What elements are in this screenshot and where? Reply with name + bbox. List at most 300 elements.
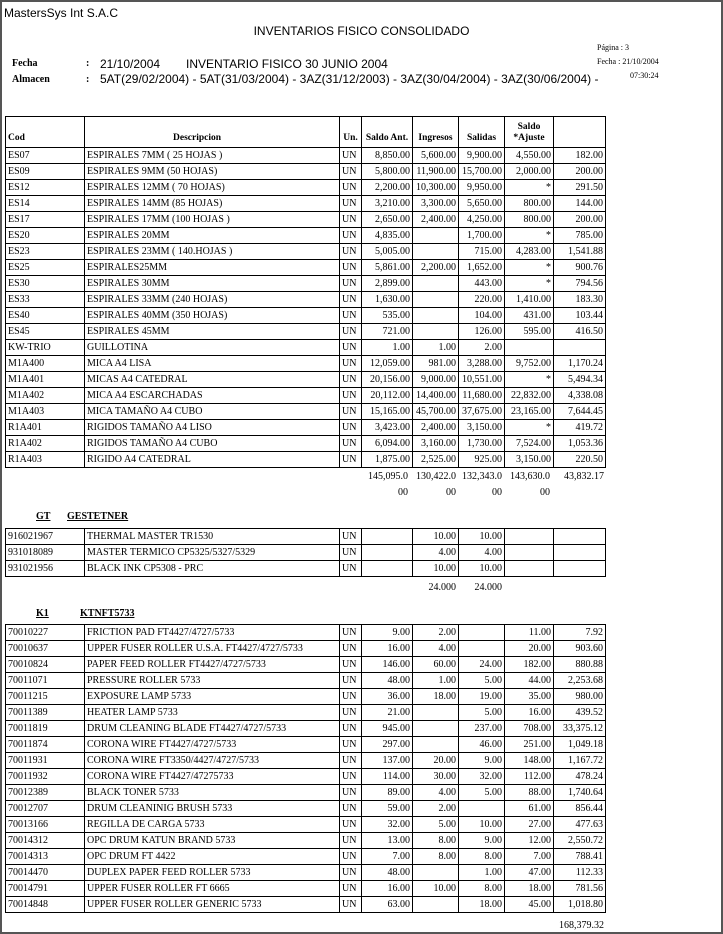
cell-ingresos: 981.00 <box>413 356 459 372</box>
company-name: MastersSys Int S.A.C <box>4 6 119 20</box>
table-row <box>6 180 606 196</box>
cell-descripcion: UPPER FUSER ROLLER FT 6665 <box>85 881 340 897</box>
cell-salidas: 4.00 <box>459 545 505 561</box>
fecha-value: 21/10/2004 <box>100 57 161 71</box>
table-row <box>6 356 606 372</box>
cell-descripcion: GUILLOTINA <box>85 340 340 356</box>
cell-saldo-ajuste: * <box>505 276 554 292</box>
cell-un: UN <box>340 436 362 452</box>
inventory-table <box>5 528 606 577</box>
cell-un: UN <box>340 625 362 641</box>
cell-salidas: 8.00 <box>459 881 505 897</box>
cell-salidas: 104.00 <box>459 308 505 324</box>
cell-saldo-ant: 1,875.00 <box>362 452 413 468</box>
cell-descripcion: MICAS A4 CATEDRAL <box>85 372 340 388</box>
table-row <box>6 529 606 545</box>
cell-saldo-ajuste: 2,000.00 <box>505 164 554 180</box>
cell-descripcion: OPC DRUM KATUN BRAND 5733 <box>85 833 340 849</box>
cell-descripcion: HEATER LAMP 5733 <box>85 705 340 721</box>
cell-cod: ES20 <box>6 228 85 244</box>
cell-un: UN <box>340 801 362 817</box>
cell-ingresos: 18.00 <box>413 689 459 705</box>
table-row <box>6 324 606 340</box>
cell-valor: 477.63 <box>554 817 606 833</box>
cell-valor: 112.33 <box>554 865 606 881</box>
cell-cod: 70011874 <box>6 737 85 753</box>
cell-salidas: 1,652.00 <box>459 260 505 276</box>
cell-cod: 70010824 <box>6 657 85 673</box>
col-header-saldo-ant: Saldo Ant. <box>362 117 413 148</box>
table-row <box>6 372 606 388</box>
cell-valor: 900.76 <box>554 260 606 276</box>
cell-cod: 70014848 <box>6 897 85 913</box>
cell-saldo-ajuste: 27.00 <box>505 817 554 833</box>
col-header-saldo-ajuste: Saldo *Ajuste <box>505 117 554 148</box>
cell-valor: 144.00 <box>554 196 606 212</box>
cell-descripcion: UPPER FUSER ROLLER U.S.A. FT4427/4727/5733 <box>85 641 340 657</box>
cell-salidas: 5.00 <box>459 785 505 801</box>
cell-ingresos: 4.00 <box>413 641 459 657</box>
cell-cod: 70011819 <box>6 721 85 737</box>
cell-salidas: 1,700.00 <box>459 228 505 244</box>
cell-ingresos: 30.00 <box>413 769 459 785</box>
cell-descripcion: DRUM CLEANINIG BRUSH 5733 <box>85 801 340 817</box>
cell-salidas: 4,250.00 <box>459 212 505 228</box>
cell-descripcion: RIGIDOS TAMAÑO A4 LISO <box>85 420 340 436</box>
table-row <box>6 785 606 801</box>
cell-un: UN <box>340 260 362 276</box>
cell-saldo-ajuste: 431.00 <box>505 308 554 324</box>
cell-valor: 5,494.34 <box>554 372 606 388</box>
table-row <box>6 260 606 276</box>
cell-valor: 4,338.08 <box>554 388 606 404</box>
col-header-un: Un. <box>340 117 362 148</box>
cell-ingresos: 5,600.00 <box>413 148 459 164</box>
cell-valor: 880.88 <box>554 657 606 673</box>
cell-ingresos <box>413 228 459 244</box>
cell-saldo-ant: 2,899.00 <box>362 276 413 292</box>
cell-un: UN <box>340 324 362 340</box>
cell-un: UN <box>340 561 362 577</box>
cell-un: UN <box>340 148 362 164</box>
cell-valor: 200.00 <box>554 164 606 180</box>
cell-cod: ES09 <box>6 164 85 180</box>
cell-valor: 183.30 <box>554 292 606 308</box>
cell-un: UN <box>340 404 362 420</box>
cell-un: UN <box>340 180 362 196</box>
cell-salidas: 10.00 <box>459 561 505 577</box>
cell-un: UN <box>340 865 362 881</box>
cell-salidas: 5,650.00 <box>459 196 505 212</box>
cell-ingresos <box>413 292 459 308</box>
cell-saldo-ant: 12,059.00 <box>362 356 413 372</box>
cell-saldo-ant: 9.00 <box>362 625 413 641</box>
cell-saldo-ajuste: 4,283.00 <box>505 244 554 260</box>
cell-salidas: 18.00 <box>459 897 505 913</box>
cell-cod: R1A402 <box>6 436 85 452</box>
cell-saldo-ajuste: 595.00 <box>505 324 554 340</box>
table-row <box>6 817 606 833</box>
cell-saldo-ant: 4,835.00 <box>362 228 413 244</box>
cell-un: UN <box>340 769 362 785</box>
table-row <box>6 737 606 753</box>
cell-descripcion: RIGIDO A4 CATEDRAL <box>85 452 340 468</box>
cell-saldo-ajuste: 20.00 <box>505 641 554 657</box>
cell-salidas: 237.00 <box>459 721 505 737</box>
cell-descripcion: FRICTION PAD FT4427/4727/5733 <box>85 625 340 641</box>
cell-ingresos <box>413 721 459 737</box>
cell-un: UN <box>340 452 362 468</box>
cell-valor <box>554 529 606 545</box>
section-code: K1 <box>36 608 49 619</box>
cell-saldo-ant: 16.00 <box>362 881 413 897</box>
table-row <box>6 388 606 404</box>
cell-saldo-ant: 5,005.00 <box>362 244 413 260</box>
table-row <box>6 196 606 212</box>
table-row <box>6 212 606 228</box>
cell-cod: 70014470 <box>6 865 85 881</box>
total-valor: 168,379.32 <box>559 920 604 931</box>
table-row <box>6 292 606 308</box>
cell-saldo-ant: 15,165.00 <box>362 404 413 420</box>
cell-ingresos: 4.00 <box>413 545 459 561</box>
cell-valor: 1,170.24 <box>554 356 606 372</box>
cell-valor <box>554 561 606 577</box>
total-ingresos: 130,422.0 <box>416 471 456 482</box>
cell-saldo-ant: 16.00 <box>362 641 413 657</box>
cell-saldo-ajuste: 1,410.00 <box>505 292 554 308</box>
cell-un: UN <box>340 849 362 865</box>
cell-ingresos: 5.00 <box>413 817 459 833</box>
cell-salidas: 925.00 <box>459 452 505 468</box>
cell-saldo-ajuste: 112.00 <box>505 769 554 785</box>
cell-saldo-ant <box>362 545 413 561</box>
cell-cod: 70011215 <box>6 689 85 705</box>
cell-saldo-ajuste: 800.00 <box>505 196 554 212</box>
cell-ingresos: 9,000.00 <box>413 372 459 388</box>
print-time: 07:30:24 <box>630 71 659 80</box>
print-date: Fecha : 21/10/2004 <box>597 57 659 66</box>
cell-salidas: 3,288.00 <box>459 356 505 372</box>
cell-valor: 7.92 <box>554 625 606 641</box>
cell-ingresos: 14,400.00 <box>413 388 459 404</box>
cell-ingresos: 2.00 <box>413 625 459 641</box>
cell-saldo-ajuste: 251.00 <box>505 737 554 753</box>
cell-descripcion: DRUM CLEANING BLADE FT4427/4727/5733 <box>85 721 340 737</box>
cell-saldo-ant: 137.00 <box>362 753 413 769</box>
cell-valor: 291.50 <box>554 180 606 196</box>
cell-saldo-ajuste: 45.00 <box>505 897 554 913</box>
cell-cod: 931018089 <box>6 545 85 561</box>
cell-saldo-ant: 21.00 <box>362 705 413 721</box>
cell-cod: M1A403 <box>6 404 85 420</box>
cell-saldo-ant: 297.00 <box>362 737 413 753</box>
cell-saldo-ajuste: 61.00 <box>505 801 554 817</box>
cell-salidas <box>459 641 505 657</box>
cell-un: UN <box>340 276 362 292</box>
cell-cod: 70011389 <box>6 705 85 721</box>
cell-valor: 781.56 <box>554 881 606 897</box>
fecha-label: Fecha <box>12 58 38 69</box>
cell-descripcion: THERMAL MASTER TR1530 <box>85 529 340 545</box>
cell-ingresos: 11,900.00 <box>413 164 459 180</box>
cell-descripcion: ESPIRALES 33MM (240 HOJAS) <box>85 292 340 308</box>
cell-valor: 7,644.45 <box>554 404 606 420</box>
cell-un: UN <box>340 292 362 308</box>
col-header-cod: Cod <box>6 117 85 148</box>
cell-salidas: 19.00 <box>459 689 505 705</box>
almacen-colon: : <box>86 74 90 85</box>
cell-saldo-ant: 146.00 <box>362 657 413 673</box>
cell-salidas: 9.00 <box>459 753 505 769</box>
cell-ingresos: 10.00 <box>413 881 459 897</box>
table-row <box>6 625 606 641</box>
cell-descripcion: MICA A4 LISA <box>85 356 340 372</box>
table-row <box>6 420 606 436</box>
cell-cod: ES17 <box>6 212 85 228</box>
cell-descripcion: OPC DRUM FT 4422 <box>85 849 340 865</box>
cell-cod: ES33 <box>6 292 85 308</box>
cell-descripcion: ESPIRALES 30MM <box>85 276 340 292</box>
cell-un: UN <box>340 529 362 545</box>
cell-un: UN <box>340 705 362 721</box>
table-row <box>6 164 606 180</box>
cell-ingresos: 2.00 <box>413 801 459 817</box>
cell-un: UN <box>340 340 362 356</box>
cell-valor: 220.50 <box>554 452 606 468</box>
cell-saldo-ajuste <box>505 529 554 545</box>
cell-salidas: 5.00 <box>459 705 505 721</box>
table-row <box>6 452 606 468</box>
table-row <box>6 148 606 164</box>
cell-un: UN <box>340 753 362 769</box>
cell-salidas: 9,950.00 <box>459 180 505 196</box>
cell-salidas: 46.00 <box>459 737 505 753</box>
total-ingresos: 24.000 <box>428 582 456 593</box>
cell-un: UN <box>340 817 362 833</box>
cell-valor: 1,049.18 <box>554 737 606 753</box>
cell-descripcion: CORONA WIRE FT4427/4727/5733 <box>85 737 340 753</box>
cell-cod: 70014791 <box>6 881 85 897</box>
cell-cod: 70011931 <box>6 753 85 769</box>
cell-descripcion: PAPER FEED ROLLER FT4427/4727/5733 <box>85 657 340 673</box>
cell-un: UN <box>340 228 362 244</box>
cell-cod: KW-TRIO <box>6 340 85 356</box>
table-row <box>6 641 606 657</box>
cell-descripcion: PRESSURE ROLLER 5733 <box>85 673 340 689</box>
cell-descripcion: ESPIRALES 20MM <box>85 228 340 244</box>
cell-saldo-ajuste <box>505 340 554 356</box>
almacen-value: 5AT(29/02/2004) - 5AT(31/03/2004) - 3AZ(31/12/2003) - 3AZ(30/04/2004) - 3AZ(30/06/2004) - <box>100 72 599 86</box>
cell-ingresos: 1.00 <box>413 673 459 689</box>
cell-un: UN <box>340 721 362 737</box>
cell-un: UN <box>340 657 362 673</box>
cell-salidas: 37,675.00 <box>459 404 505 420</box>
cell-salidas: 24.00 <box>459 657 505 673</box>
section-name: KTNFT5733 <box>80 608 135 619</box>
cell-ingresos: 10.00 <box>413 529 459 545</box>
cell-saldo-ant: 20,112.00 <box>362 388 413 404</box>
cell-saldo-ajuste: 7.00 <box>505 849 554 865</box>
cell-un: UN <box>340 244 362 260</box>
cell-cod: 70010227 <box>6 625 85 641</box>
cell-saldo-ant <box>362 561 413 577</box>
cell-descripcion: ESPIRALES 9MM (50 HOJAS) <box>85 164 340 180</box>
cell-valor: 2,550.72 <box>554 833 606 849</box>
table-row <box>6 340 606 356</box>
cell-saldo-ajuste: 18.00 <box>505 881 554 897</box>
cell-saldo-ant: 89.00 <box>362 785 413 801</box>
cell-valor: 788.41 <box>554 849 606 865</box>
cell-ingresos: 10.00 <box>413 561 459 577</box>
cell-ingresos: 8.00 <box>413 849 459 865</box>
cell-ingresos: 1.00 <box>413 340 459 356</box>
cell-un: UN <box>340 673 362 689</box>
cell-salidas: 126.00 <box>459 324 505 340</box>
cell-salidas: 5.00 <box>459 673 505 689</box>
total-salidas-suffix: 00 <box>492 487 502 498</box>
cell-saldo-ajuste: 148.00 <box>505 753 554 769</box>
cell-un: UN <box>340 545 362 561</box>
cell-saldo-ant: 32.00 <box>362 817 413 833</box>
cell-ingresos: 10,300.00 <box>413 180 459 196</box>
cell-valor: 903.60 <box>554 641 606 657</box>
cell-un: UN <box>340 737 362 753</box>
cell-saldo-ant: 535.00 <box>362 308 413 324</box>
cell-saldo-ant: 59.00 <box>362 801 413 817</box>
cell-valor: 856.44 <box>554 801 606 817</box>
cell-descripcion: MASTER TERMICO CP5325/5327/5329 <box>85 545 340 561</box>
cell-ingresos <box>413 705 459 721</box>
cell-ingresos: 2,400.00 <box>413 212 459 228</box>
cell-ingresos: 2,400.00 <box>413 420 459 436</box>
cell-salidas: 443.00 <box>459 276 505 292</box>
cell-descripcion: EXPOSURE LAMP 5733 <box>85 689 340 705</box>
cell-saldo-ant: 3,210.00 <box>362 196 413 212</box>
almacen-label: Almacen <box>12 74 50 85</box>
cell-cod: M1A401 <box>6 372 85 388</box>
col-header-descripcion: Descripcion <box>85 117 340 148</box>
cell-cod: 70012389 <box>6 785 85 801</box>
cell-saldo-ant: 48.00 <box>362 865 413 881</box>
cell-descripcion: MICA TAMAÑO A4 CUBO <box>85 404 340 420</box>
cell-salidas <box>459 625 505 641</box>
cell-saldo-ajuste <box>505 561 554 577</box>
cell-ingresos <box>413 244 459 260</box>
cell-ingresos <box>413 324 459 340</box>
table-row <box>6 769 606 785</box>
cell-salidas: 9,900.00 <box>459 148 505 164</box>
cell-descripcion: CORONA WIRE FT4427/47275733 <box>85 769 340 785</box>
cell-descripcion: BLACK INK CP5308 - PRC <box>85 561 340 577</box>
cell-descripcion: ESPIRALES 12MM ( 70 HOJAS) <box>85 180 340 196</box>
cell-saldo-ajuste: 4,550.00 <box>505 148 554 164</box>
cell-salidas: 3,150.00 <box>459 420 505 436</box>
table-row <box>6 228 606 244</box>
cell-saldo-ant: 20,156.00 <box>362 372 413 388</box>
cell-cod: ES12 <box>6 180 85 196</box>
cell-cod: 70014313 <box>6 849 85 865</box>
cell-cod: 916021967 <box>6 529 85 545</box>
cell-saldo-ant: 1.00 <box>362 340 413 356</box>
cell-valor <box>554 340 606 356</box>
cell-descripcion: DUPLEX PAPER FEED ROLLER 5733 <box>85 865 340 881</box>
table-row <box>6 689 606 705</box>
table-row <box>6 308 606 324</box>
cell-cod: ES45 <box>6 324 85 340</box>
cell-cod: ES30 <box>6 276 85 292</box>
cell-descripcion: ESPIRALES 17MM (100 HOJAS ) <box>85 212 340 228</box>
cell-saldo-ant: 48.00 <box>362 673 413 689</box>
cell-saldo-ant: 5,800.00 <box>362 164 413 180</box>
cell-valor: 1,541.88 <box>554 244 606 260</box>
cell-cod: 70011071 <box>6 673 85 689</box>
cell-valor: 182.00 <box>554 148 606 164</box>
cell-saldo-ajuste: * <box>505 180 554 196</box>
total-salidas: 24.000 <box>474 582 502 593</box>
cell-valor: 1,740.64 <box>554 785 606 801</box>
cell-ingresos: 2,525.00 <box>413 452 459 468</box>
cell-salidas: 15,700.00 <box>459 164 505 180</box>
cell-descripcion: UPPER FUSER ROLLER GENERIC 5733 <box>85 897 340 913</box>
cell-saldo-ajuste: 7,524.00 <box>505 436 554 452</box>
cell-ingresos: 4.00 <box>413 785 459 801</box>
cell-valor: 1,053.36 <box>554 436 606 452</box>
cell-valor: 33,375.12 <box>554 721 606 737</box>
cell-descripcion: REGILLA DE CARGA 5733 <box>85 817 340 833</box>
cell-cod: ES14 <box>6 196 85 212</box>
cell-saldo-ajuste: 16.00 <box>505 705 554 721</box>
cell-salidas: 715.00 <box>459 244 505 260</box>
total-saldo-ajuste: 143,630.0 <box>510 471 550 482</box>
cell-valor: 1,018.80 <box>554 897 606 913</box>
table-row <box>6 801 606 817</box>
cell-saldo-ajuste: 12.00 <box>505 833 554 849</box>
cell-cod: 931021956 <box>6 561 85 577</box>
cell-descripcion: CORONA WIRE FT3350/4427/4727/5733 <box>85 753 340 769</box>
cell-ingresos: 3,300.00 <box>413 196 459 212</box>
cell-un: UN <box>340 372 362 388</box>
cell-un: UN <box>340 641 362 657</box>
cell-ingresos: 8.00 <box>413 833 459 849</box>
cell-saldo-ajuste: * <box>505 372 554 388</box>
table-row <box>6 545 606 561</box>
cell-descripcion: ESPIRALES25MM <box>85 260 340 276</box>
cell-saldo-ant: 114.00 <box>362 769 413 785</box>
cell-cod: ES25 <box>6 260 85 276</box>
cell-cod: 70012707 <box>6 801 85 817</box>
cell-saldo-ant: 36.00 <box>362 689 413 705</box>
cell-saldo-ant: 7.00 <box>362 849 413 865</box>
cell-saldo-ajuste: * <box>505 260 554 276</box>
cell-saldo-ant: 721.00 <box>362 324 413 340</box>
cell-ingresos: 3,160.00 <box>413 436 459 452</box>
total-saldo-ajuste-suffix: 00 <box>540 487 550 498</box>
cell-cod: ES40 <box>6 308 85 324</box>
cell-descripcion: ESPIRALES 45MM <box>85 324 340 340</box>
cell-saldo-ajuste: 22,832.00 <box>505 388 554 404</box>
cell-saldo-ajuste: * <box>505 228 554 244</box>
cell-ingresos <box>413 308 459 324</box>
section-code: GT <box>36 511 51 522</box>
cell-saldo-ant: 2,650.00 <box>362 212 413 228</box>
cell-ingresos: 2,200.00 <box>413 260 459 276</box>
table-row <box>6 673 606 689</box>
cell-saldo-ajuste <box>505 545 554 561</box>
cell-un: UN <box>340 212 362 228</box>
cell-valor: 103.44 <box>554 308 606 324</box>
cell-ingresos <box>413 737 459 753</box>
